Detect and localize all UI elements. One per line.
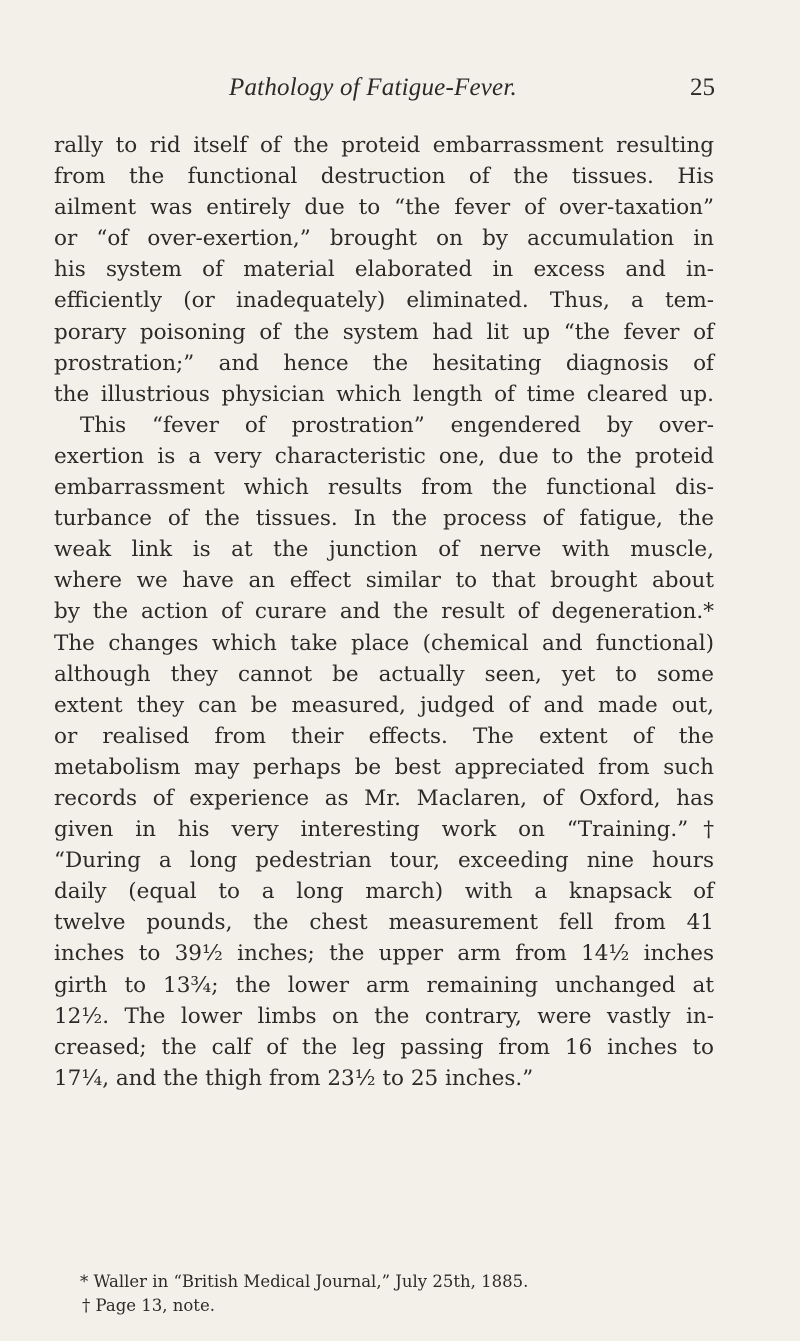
text-line: given in his very interesting work on “Training.”† xyxy=(54,817,714,843)
text-line: rally to rid itself of the proteid embarrassment resulting xyxy=(54,133,714,158)
text-line: weak link is at the junction of nerve with muscle, xyxy=(54,537,714,563)
text-line: or realised from their effects. The extent of the xyxy=(54,723,714,749)
text-line: prostration;” and hence the hesitating diagnosis of xyxy=(54,350,714,376)
text-line: inches to 39½ inches; the upper arm from 14½ inches xyxy=(54,941,714,967)
footnotes xyxy=(80,1270,700,1318)
text-line: This “fever of prostration” engendered by over- xyxy=(80,412,714,438)
text-line: girth to 13¾; the lower arm remaining unchanged at xyxy=(54,972,714,998)
text-line: or “of over-exertion,” brought on by accumulation in xyxy=(54,226,714,252)
text-line: 17¼, and the thigh from 23½ to 25 inches.” xyxy=(54,1065,534,1091)
text-line: The changes which take place (chemical and functional) xyxy=(54,630,714,656)
text-line: by the action of curare and the result of degeneration.* xyxy=(54,599,714,625)
text-line: where we have an effect similar to that brought about xyxy=(54,568,714,594)
text-line: records of experience as Mr. Maclaren, of Oxford, has xyxy=(54,785,714,811)
text-line: ailment was entirely due to “the fever of over-taxation” xyxy=(54,195,714,221)
text-line: creased; the calf of the leg passing from 16 inches to xyxy=(54,1034,714,1060)
text-line: “During a long pedestrian tour, exceeding nine hours xyxy=(54,848,714,874)
text-line: efficiently (or inadequately) eliminated. Thus, a tem- xyxy=(54,288,714,314)
page-number: 25 xyxy=(690,74,715,101)
text-line: from the functional destruction of the tissues. His xyxy=(54,164,714,190)
text-line: extent they can be measured, judged of and made out, xyxy=(54,692,714,718)
text-line: daily (equal to a long march) with a knapsack of xyxy=(54,879,714,905)
text-line: porary poisoning of the system had lit up “the fever of xyxy=(54,319,714,345)
text-line: exertion is a very characteristic one, due to the proteid xyxy=(54,443,714,469)
text-line: 12½. The lower limbs on the contrary, were vastly in- xyxy=(54,1003,714,1029)
body-text xyxy=(54,130,714,1094)
running-header xyxy=(215,74,715,104)
text-line: the illustrious physician which length of time cleared up. xyxy=(54,381,714,407)
text-line: turbance of the tissues. In the process of fatigue, the xyxy=(54,506,714,532)
text-line: his system of material elaborated in excess and in- xyxy=(54,257,714,283)
running-title: Pathology of Fatigue-Fever. xyxy=(229,74,517,101)
text-line: embarrassment which results from the functional dis- xyxy=(54,475,714,501)
footnote-waller: * Waller in “British Medical Journal,” July 25th, 1885. xyxy=(80,1272,529,1291)
text-line: twelve pounds, the chest measurement fell from 41 xyxy=(54,910,714,936)
text-line: although they cannot be actually seen, yet to some xyxy=(54,661,714,687)
footnote-page-13: † Page 13, note. xyxy=(82,1296,215,1315)
text-line: metabolism may perhaps be best appreciated from such xyxy=(54,754,714,780)
